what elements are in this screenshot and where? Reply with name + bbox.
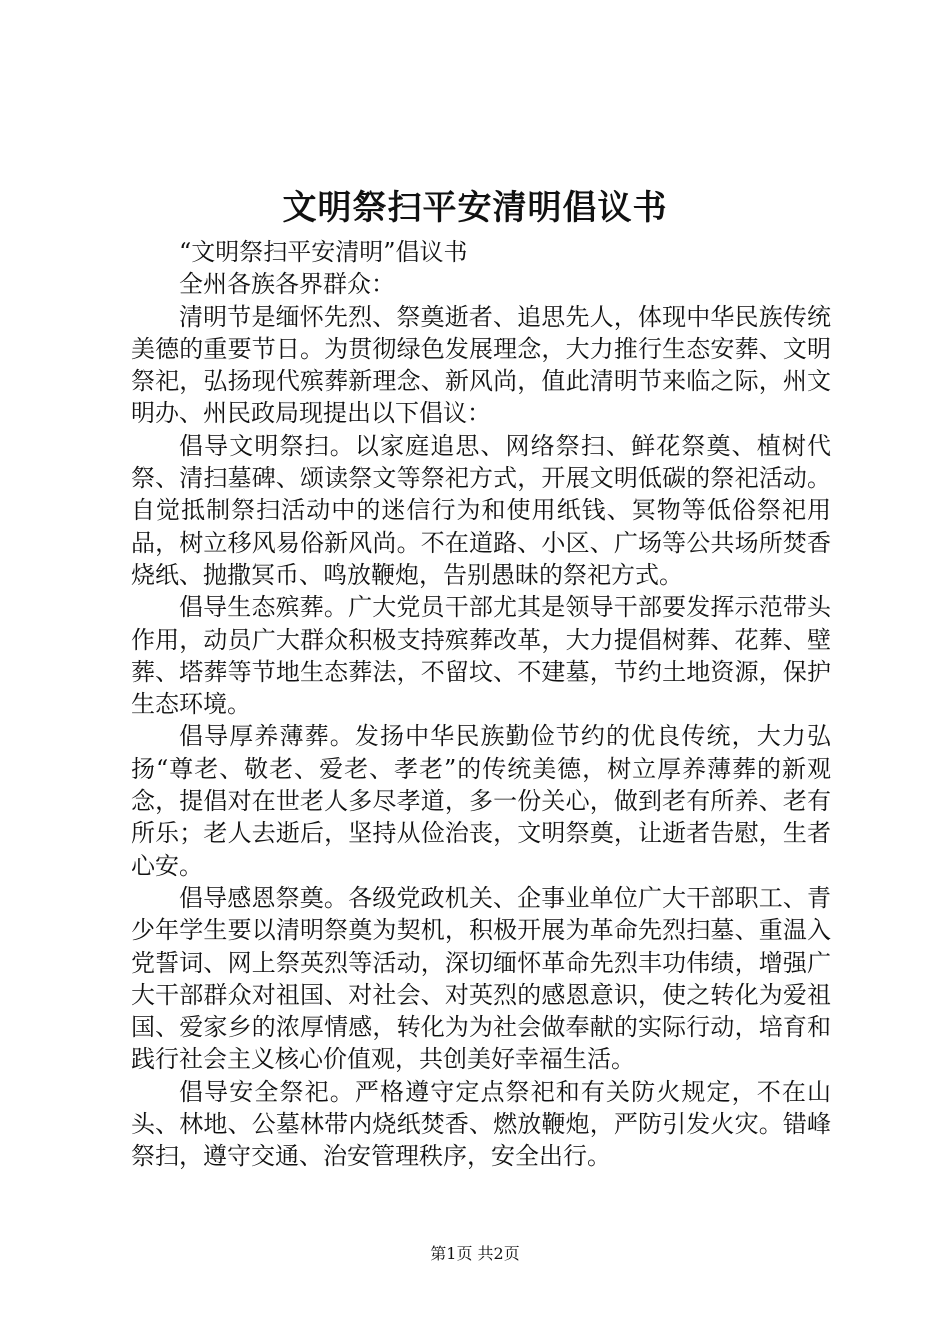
document-title: 文明祭扫平安清明倡议书: [282, 188, 668, 228]
page-footer: 第1页 共2页: [430, 1244, 520, 1263]
paragraph-civilized-sweeping: 倡导文明祭扫。以家庭追思、网络祭扫、鲜花祭奠、植树代祭、清扫墓碑、颂读祭文等祭祀方式，开展文明低碳的祭祀活动。自觉抵制祭扫活动中的迷信行为和使用纸钱、冥物等低俗祭祀用品，树立移风易俗新风尚。不在道路、小区、广场等公共场所焚香烧纸、抛撒冥币、鸣放鞭炮，告别愚昧的祭祀方式。: [131, 431, 831, 589]
paragraph-eco-burial: 倡导生态殡葬。广大党员干部尤其是领导干部要发挥示范带头作用，动员广大群众积极支持殡葬改革，大力提倡树葬、花葬、壁葬、塔葬等节地生态葬法，不留坟、不建墓，节约土地资源，保护生态环境。: [131, 593, 831, 719]
paragraph-gratitude-memorial: 倡导感恩祭奠。各级党政机关、企事业单位广大干部职工、青少年学生要以清明祭奠为契机，积极开展为革命先烈扫墓、重温入党誓词、网上祭英烈等活动，深切缅怀革命先烈丰功伟绩，增强广大干部群众对祖国、对社会、对英烈的感恩意识，使之转化为爱祖国、爱家乡的浓厚情感，转化为为社会做奉献的实际行动，培育和践行社会主义核心价值观，共创美好幸福生活。: [131, 883, 831, 1074]
paragraph-safe-ritual: 倡导安全祭祀。严格遵守定点祭祀和有关防火规定，不在山头、林地、公墓林带内烧纸焚香、燃放鞭炮，严防引发火灾。错峰祭扫，遵守交通、治安管理秩序，安全出行。: [131, 1077, 831, 1171]
paragraph-filial-care: 倡导厚养薄葬。发扬中华民族勤俭节约的优良传统，大力弘扬“尊老、敬老、爱老、孝老”的传统美德，树立厚养薄葬的新观念，提倡对在世老人多尽孝道，多一份关心，做到老有所养、老有所乐；老人去逝后，坚持从俭治丧，文明祭奠，让逝者告慰，生者心安。: [131, 722, 831, 880]
document-body: [131, 236, 831, 1173]
subtitle-line: “文明祭扫平安清明”倡议书: [179, 238, 468, 266]
paragraph-intro: 清明节是缅怀先烈、祭奠逝者、追思先人，体现中华民族传统美德的重要节日。为贯彻绿色发展理念，大力推行生态安葬、文明祭祀，弘扬现代殡葬新理念、新风尚，值此清明节来临之际，州文明办、州民政局现提出以下倡议：: [131, 302, 831, 428]
salutation-line: 全州各族各界群众：: [179, 270, 395, 299]
